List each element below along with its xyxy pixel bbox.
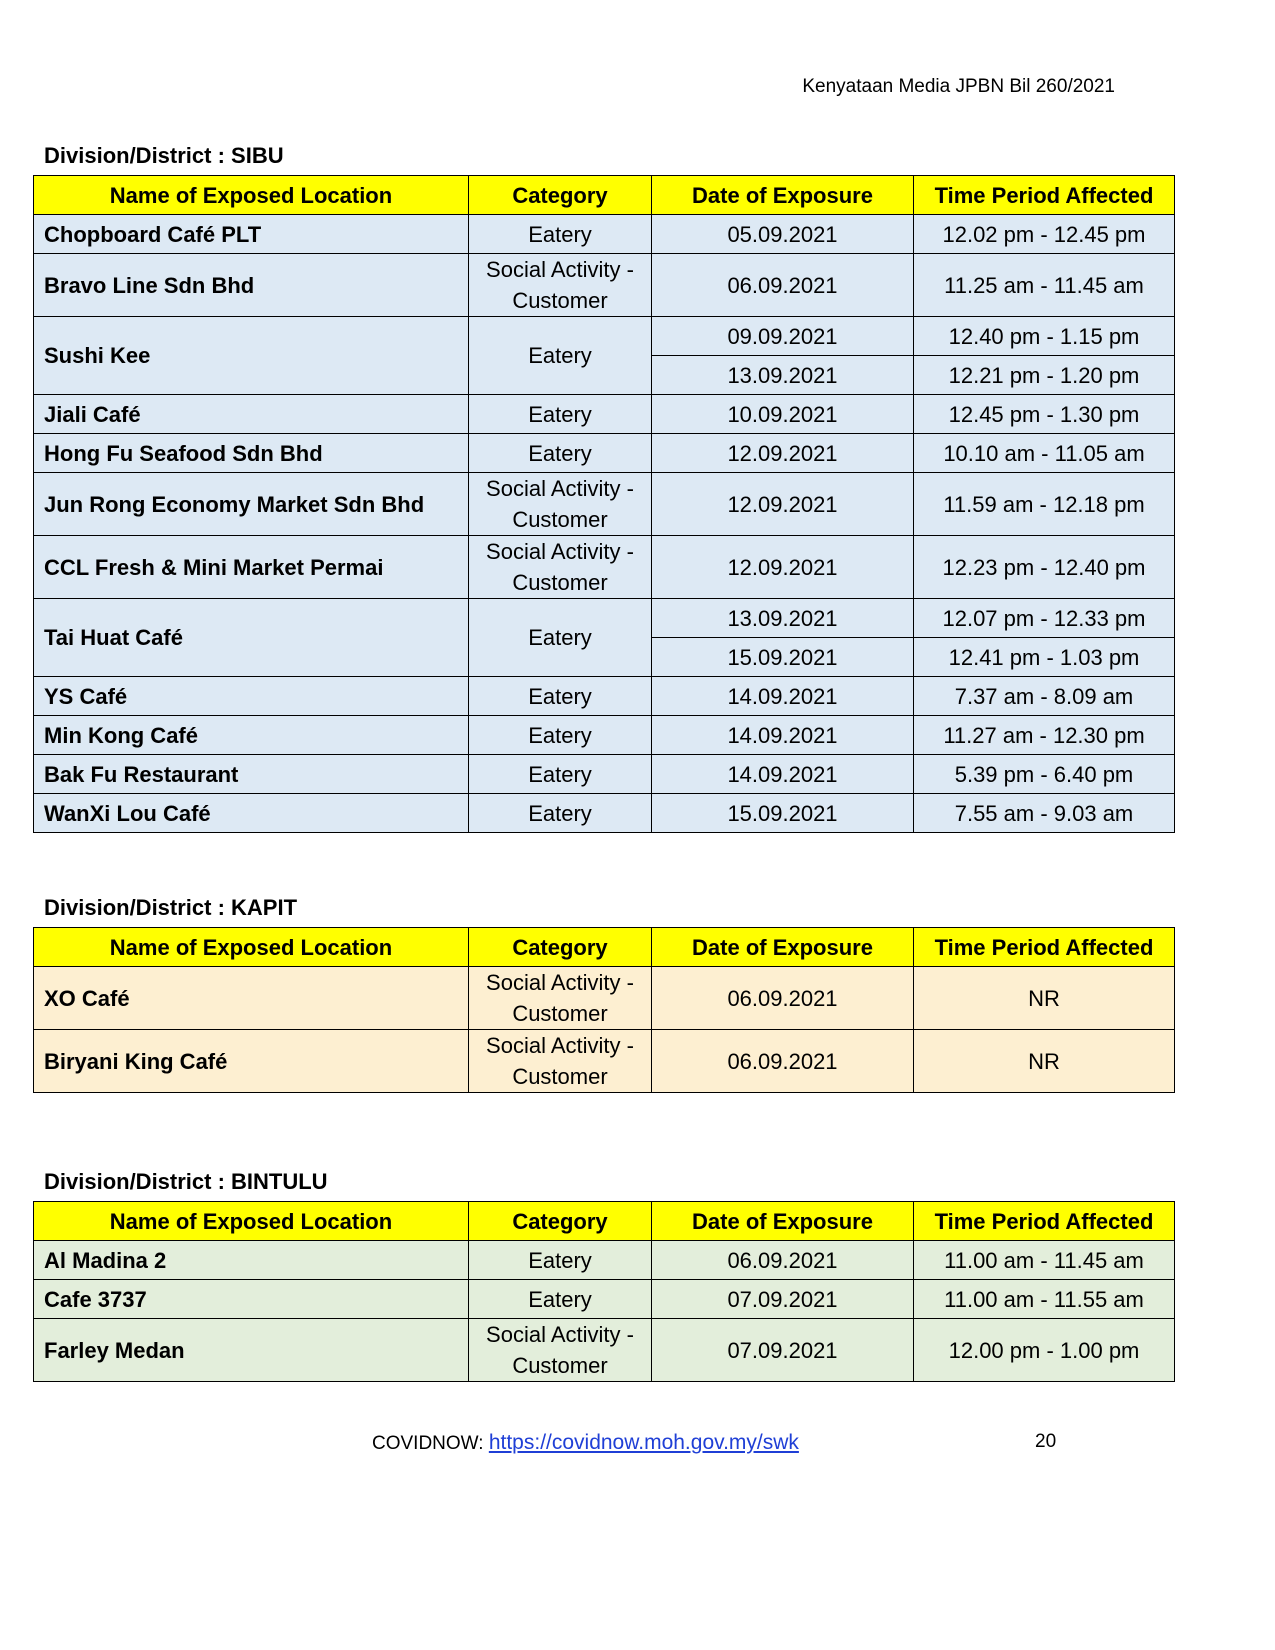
time-cell: 12.21 pm - 1.20 pm <box>914 356 1175 395</box>
date-cell: 07.09.2021 <box>652 1280 914 1319</box>
date-cell: 07.09.2021 <box>652 1319 914 1382</box>
table-row <box>34 794 1175 833</box>
section-sibu <box>33 143 1174 833</box>
table-header-row <box>34 176 1175 215</box>
location-name: Min Kong Café <box>34 716 469 755</box>
time-cell: 7.55 am - 9.03 am <box>914 794 1175 833</box>
district-label-sibu: Division/District : SIBU <box>44 143 284 168</box>
location-name: Farley Medan <box>34 1319 469 1382</box>
location-name: Jun Rong Economy Market Sdn Bhd <box>34 473 469 536</box>
column-header: Name of Exposed Location <box>34 176 469 215</box>
time-cell: 12.02 pm - 12.45 pm <box>914 215 1175 254</box>
time-cell: 11.00 am - 11.45 am <box>914 1241 1175 1280</box>
column-header: Date of Exposure <box>652 928 914 967</box>
category-cell: Eatery <box>469 1280 652 1319</box>
time-cell: 12.00 pm - 1.00 pm <box>914 1319 1175 1382</box>
time-cell: NR <box>914 1030 1175 1093</box>
category-cell: Eatery <box>469 215 652 254</box>
table-row <box>34 1030 1175 1093</box>
table-row <box>34 317 1175 356</box>
time-cell: 11.27 am - 12.30 pm <box>914 716 1175 755</box>
date-cell: 14.09.2021 <box>652 716 914 755</box>
category-cell: Eatery <box>469 1241 652 1280</box>
section-kapit <box>33 895 1174 1093</box>
category-cell: Social Activity - Customer <box>469 473 652 536</box>
category-cell: Eatery <box>469 716 652 755</box>
table-row <box>34 677 1175 716</box>
category-cell: Eatery <box>469 434 652 473</box>
time-cell: 12.40 pm - 1.15 pm <box>914 317 1175 356</box>
category-cell: Eatery <box>469 317 652 395</box>
table-row <box>34 434 1175 473</box>
column-header: Time Period Affected <box>914 176 1175 215</box>
time-cell: 7.37 am - 8.09 am <box>914 677 1175 716</box>
document-reference: Kenyataan Media JPBN Bil 260/2021 <box>802 76 1115 97</box>
table-row <box>34 716 1175 755</box>
date-cell: 14.09.2021 <box>652 677 914 716</box>
column-header: Time Period Affected <box>914 928 1175 967</box>
exposure-table-bintulu <box>33 1201 1175 1382</box>
column-header: Category <box>469 928 652 967</box>
location-name: Bravo Line Sdn Bhd <box>34 254 469 317</box>
category-cell: Social Activity - Customer <box>469 967 652 1030</box>
page-number: 20 <box>1035 1431 1057 1452</box>
time-cell: NR <box>914 967 1175 1030</box>
footer-source <box>372 1431 799 1455</box>
date-cell: 06.09.2021 <box>652 1241 914 1280</box>
column-header: Name of Exposed Location <box>34 1202 469 1241</box>
date-cell: 15.09.2021 <box>652 638 914 677</box>
category-cell: Eatery <box>469 599 652 677</box>
location-name: Jiali Café <box>34 395 469 434</box>
category-cell: Social Activity - Customer <box>469 1030 652 1093</box>
date-cell: 12.09.2021 <box>652 434 914 473</box>
date-cell: 10.09.2021 <box>652 395 914 434</box>
column-header: Name of Exposed Location <box>34 928 469 967</box>
table-header-row <box>34 928 1175 967</box>
time-cell: 10.10 am - 11.05 am <box>914 434 1175 473</box>
time-cell: 11.59 am - 12.18 pm <box>914 473 1175 536</box>
date-cell: 15.09.2021 <box>652 794 914 833</box>
location-name: XO Café <box>34 967 469 1030</box>
table-row <box>34 1241 1175 1280</box>
date-cell: 06.09.2021 <box>652 967 914 1030</box>
table-row <box>34 1319 1175 1382</box>
location-name: Sushi Kee <box>34 317 469 395</box>
location-name: Al Madina 2 <box>34 1241 469 1280</box>
location-name: YS Café <box>34 677 469 716</box>
table-row <box>34 755 1175 794</box>
date-cell: 12.09.2021 <box>652 536 914 599</box>
column-header: Date of Exposure <box>652 1202 914 1241</box>
location-name: Cafe 3737 <box>34 1280 469 1319</box>
date-cell: 12.09.2021 <box>652 473 914 536</box>
date-cell: 06.09.2021 <box>652 1030 914 1093</box>
location-name: Hong Fu Seafood Sdn Bhd <box>34 434 469 473</box>
exposure-table-kapit <box>33 927 1175 1093</box>
time-cell: 12.41 pm - 1.03 pm <box>914 638 1175 677</box>
column-header: Category <box>469 1202 652 1241</box>
category-cell: Eatery <box>469 677 652 716</box>
section-bintulu <box>33 1169 1174 1382</box>
category-cell: Eatery <box>469 395 652 434</box>
category-cell: Social Activity - Customer <box>469 536 652 599</box>
category-cell: Eatery <box>469 755 652 794</box>
date-cell: 09.09.2021 <box>652 317 914 356</box>
time-cell: 11.00 am - 11.55 am <box>914 1280 1175 1319</box>
date-cell: 13.09.2021 <box>652 599 914 638</box>
exposure-table-sibu <box>33 175 1175 833</box>
location-name: Chopboard Café PLT <box>34 215 469 254</box>
location-name: Tai Huat Café <box>34 599 469 677</box>
table-row <box>34 473 1175 536</box>
table-row <box>34 1280 1175 1319</box>
location-name: WanXi Lou Café <box>34 794 469 833</box>
category-cell: Social Activity - Customer <box>469 1319 652 1382</box>
district-label-bintulu: Division/District : BINTULU <box>44 1169 328 1194</box>
date-cell: 06.09.2021 <box>652 254 914 317</box>
covidnow-link[interactable]: https://covidnow.moh.gov.my/swk <box>488 1431 799 1454</box>
time-cell: 12.07 pm - 12.33 pm <box>914 599 1175 638</box>
time-cell: 12.23 pm - 12.40 pm <box>914 536 1175 599</box>
time-cell: 11.25 am - 11.45 am <box>914 254 1175 317</box>
location-name: Bak Fu Restaurant <box>34 755 469 794</box>
district-label-kapit: Division/District : KAPIT <box>44 895 298 920</box>
time-cell: 12.45 pm - 1.30 pm <box>914 395 1175 434</box>
date-cell: 14.09.2021 <box>652 755 914 794</box>
table-row <box>34 967 1175 1030</box>
column-header: Category <box>469 176 652 215</box>
time-cell: 5.39 pm - 6.40 pm <box>914 755 1175 794</box>
category-cell: Social Activity - Customer <box>469 254 652 317</box>
category-cell: Eatery <box>469 794 652 833</box>
location-name: CCL Fresh & Mini Market Permai <box>34 536 469 599</box>
table-row <box>34 395 1175 434</box>
table-row <box>34 536 1175 599</box>
table-header-row <box>34 1202 1175 1241</box>
date-cell: 05.09.2021 <box>652 215 914 254</box>
table-row <box>34 215 1175 254</box>
column-header: Date of Exposure <box>652 176 914 215</box>
table-row <box>34 254 1175 317</box>
location-name: Biryani King Café <box>34 1030 469 1093</box>
column-header: Time Period Affected <box>914 1202 1175 1241</box>
date-cell: 13.09.2021 <box>652 356 914 395</box>
table-row <box>34 599 1175 638</box>
footer-source-label: COVIDNOW: <box>372 1433 489 1454</box>
